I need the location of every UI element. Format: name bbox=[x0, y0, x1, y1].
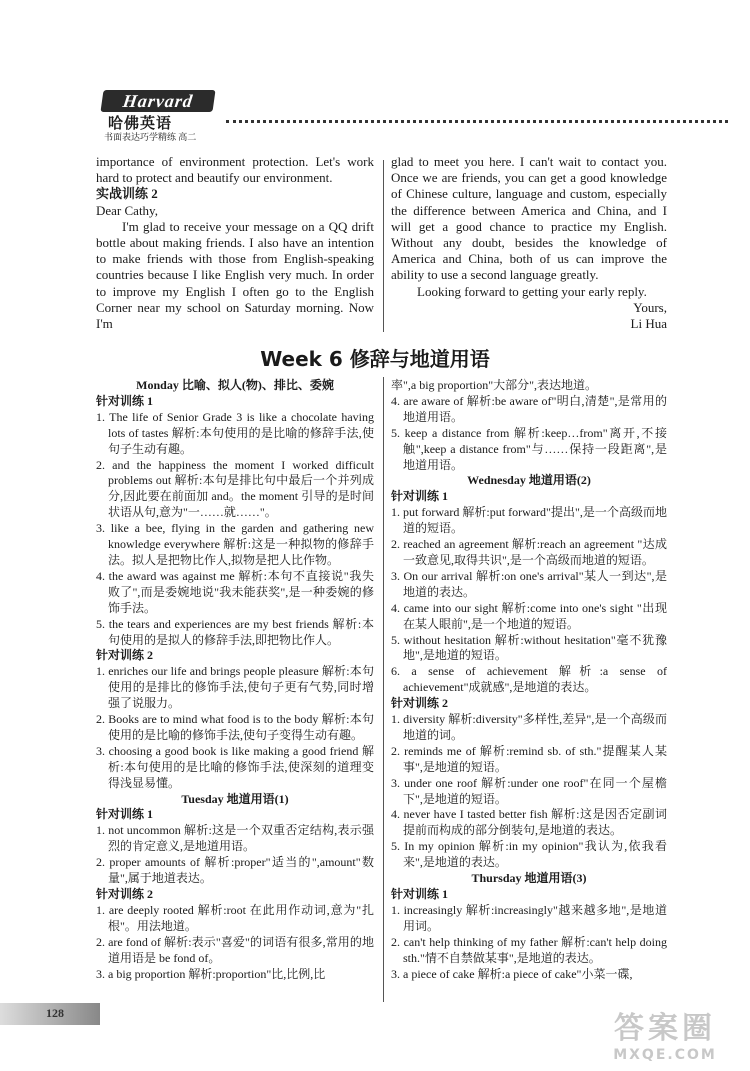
header-dotted-rule bbox=[226, 120, 728, 123]
answer-item: 3. a big proportion 解析:proportion"比,比例,比 bbox=[96, 966, 326, 981]
answer-item: 1. increasingly 解析:increasingly"越来越多地",是地道用词。 bbox=[391, 902, 667, 933]
answer-item: 3. choosing a good book is like making a good friend 解析:本句使用的是比喻的修饰手法,使深刻的道理变得浅显易懂。 bbox=[96, 743, 374, 790]
watermark-text: 答案圈 bbox=[614, 1011, 716, 1046]
letter-yours: Yours, bbox=[633, 299, 667, 315]
page-number: 128 bbox=[46, 1006, 64, 1020]
answer-item: 4. the award was against me 解析:本句不直接说"我失败了",而是委婉地说"我未能获奖",是一种委婉的修饰手法。 bbox=[96, 568, 374, 615]
answer-item: 1. put forward 解析:put forward"提出",是一个高级而地道的短语。 bbox=[391, 505, 667, 536]
answer-item: 3. On our arrival 解析:on one's arrival"某人一到达",是地道的表达。 bbox=[391, 568, 667, 599]
top-left-column bbox=[96, 154, 374, 332]
answer-item: 5. In my opinion 解析:in my opinion"我认为,依我看来",是地道的表达。 bbox=[391, 839, 667, 870]
answer-item: 2. reminds me of 解析:remind sb. of sth."提醒某人某事",是地道的短语。 bbox=[391, 743, 667, 774]
answer-item: 4. came into our sight 解析:come into one's sight "出现在某人眼前",是一个地道的短语。 bbox=[391, 600, 667, 631]
answer-item: 1. not uncommon 解析:这是一个双重否定结构,表示强烈的肯定意义,是地道用语。 bbox=[96, 823, 374, 854]
answer-item: 2. reached an agreement 解析:reach an agreement "达成一致意见,取得共识",是一个高级而地道的短语。 bbox=[391, 537, 667, 567]
practice-heading: 针对训练 1 bbox=[391, 887, 449, 901]
answer-item: 2. can't help thinking of my father 解析:can't help doing sth."情不自禁做某事",是地道的表达。 bbox=[391, 934, 667, 965]
answer-item: 6. a sense of achievement 解析:a sense of achievement"成就感",是地道的表达。 bbox=[391, 664, 667, 695]
answer-item: 1. are deeply rooted 解析:root 在此用作动词,意为"扎根"。用法地道。 bbox=[96, 902, 374, 933]
answer-item: 1. diversity 解析:diversity"多样性,差异",是一个高级而地道的词。 bbox=[391, 712, 667, 742]
practice-heading: 针对训练 2 bbox=[391, 696, 449, 711]
answers-right-column bbox=[391, 378, 667, 982]
harvard-logo: Harvard bbox=[100, 90, 215, 112]
book-subtitle: 书面表达巧学精练 高二 bbox=[104, 132, 197, 142]
answer-item: 5. without hesitation 解析:without hesitation"毫不犹豫地",是地道的短语。 bbox=[391, 632, 667, 663]
answer-item: 2. and the happiness the moment I worked difficult problems out 解析:本句是排比句中最后一个并列成分,因此要在前面加 and。the moment 引导的是时间状语从句,意为"一……就……"。 bbox=[96, 457, 374, 520]
practice-heading: 针对训练 1 bbox=[96, 393, 154, 408]
answer-item: 3. a piece of cake 解析:a piece of cake"小菜一碟, bbox=[391, 966, 633, 981]
watermark-url: MXQE.COM bbox=[613, 1047, 717, 1063]
practice-label: 实战训练 2 bbox=[96, 186, 158, 202]
answer-item: 1. enriches our life and brings people pleasure 解析:本句使用的是排比的修饰手法,使句子更有气势,同时增强了说服力。 bbox=[96, 664, 374, 711]
brand-name: 哈佛英语 bbox=[108, 116, 173, 132]
answer-item: 率",a big proportion"大部分",表达地道。 bbox=[391, 378, 598, 392]
letter-closing: Looking forward to getting your early reply. bbox=[417, 283, 647, 299]
answer-item: 3. like a bee, flying in the garden and gathering new knowledge everywhere 解析:这是一种拟物的修辞手法。拟人是把物比作人,拟物是把人比作物。 bbox=[96, 521, 374, 567]
section-wednesday: Wednesday 地道用语(2) bbox=[467, 473, 591, 488]
watermark bbox=[590, 1003, 740, 1067]
practice-heading: 针对训练 2 bbox=[96, 648, 154, 663]
practice-heading: 针对训练 1 bbox=[96, 807, 154, 822]
week-title: Week 6 修辞与地道用语 bbox=[260, 347, 490, 371]
practice-heading: 针对训练 2 bbox=[96, 887, 154, 901]
top-column-divider bbox=[383, 160, 384, 332]
essay-continuation: importance of environment protection. Let's work hard to protect and beautify our environment. bbox=[96, 154, 374, 186]
answer-item: 4. are aware of 解析:be aware of"明白,清楚",是常用的地道用语。 bbox=[391, 393, 667, 424]
letter-body-continued: glad to meet you here. I can't wait to contact you. Once we are friends, you can get a good knowledge of Chinese culture, language and custom, especially the difference between America and China, and I will get a good chance to practice my English. Without any doubt, besides the knowledge of America and China, both of us can improve the ability to use a second language greatly. bbox=[391, 154, 667, 283]
answers-column-divider bbox=[383, 377, 384, 1002]
top-right-column bbox=[391, 154, 667, 332]
answer-item: 1. The life of Senior Grade 3 is like a chocolate having lots of tastes 解析:本句使用的是比喻的修辞手法,使句子生动有趣。 bbox=[96, 409, 374, 456]
practice-heading: 针对训练 1 bbox=[391, 489, 449, 504]
section-monday: Monday 比喻、拟人(物)、排比、委婉 bbox=[136, 378, 334, 392]
letter-salutation: Dear Cathy, bbox=[96, 202, 158, 218]
book-header bbox=[96, 90, 236, 148]
answers-left-column bbox=[96, 378, 374, 982]
answer-item: 3. under one roof 解析:under one roof"在同一个屋檐下",是地道的短语。 bbox=[391, 775, 667, 806]
answer-item: 2. Books are to mind what food is to the body 解析:本句使用的是比喻的修饰手法,使句子变得生动有趣。 bbox=[96, 712, 374, 742]
answer-item: 4. never have I tasted better fish 解析:这是因否定副词提前而构成的部分倒装句,是地道的表达。 bbox=[391, 807, 667, 838]
answer-item: 5. keep a distance from 解析:keep…from"离开,不接触",keep a distance from"与……保持一段距离",是地道用语。 bbox=[391, 425, 667, 472]
answer-item: 2. are fond of 解析:表示"喜爱"的词语有很多,常用的地道用语是 be fond of。 bbox=[96, 934, 374, 965]
section-thursday: Thursday 地道用语(3) bbox=[471, 871, 587, 886]
answer-item: 2. proper amounts of 解析:proper"适当的",amount"数量",属于地道表达。 bbox=[96, 855, 374, 886]
letter-body: I'm glad to receive your message on a QQ drift bottle about making friends. I also have an intention to make friends with those from English-speaking countries because I like English very much. In order to improve my English I often go to the English Corner near my school on Saturday morning. Now I'm bbox=[96, 218, 374, 332]
page-number-tab bbox=[0, 1003, 100, 1025]
letter-signature: Li Hua bbox=[630, 316, 667, 332]
answer-item: 5. the tears and experiences are my best friends 解析:本句使用的是拟人的修辞手法,即把物比作人。 bbox=[96, 616, 374, 647]
section-tuesday: Tuesday 地道用语(1) bbox=[181, 791, 289, 806]
